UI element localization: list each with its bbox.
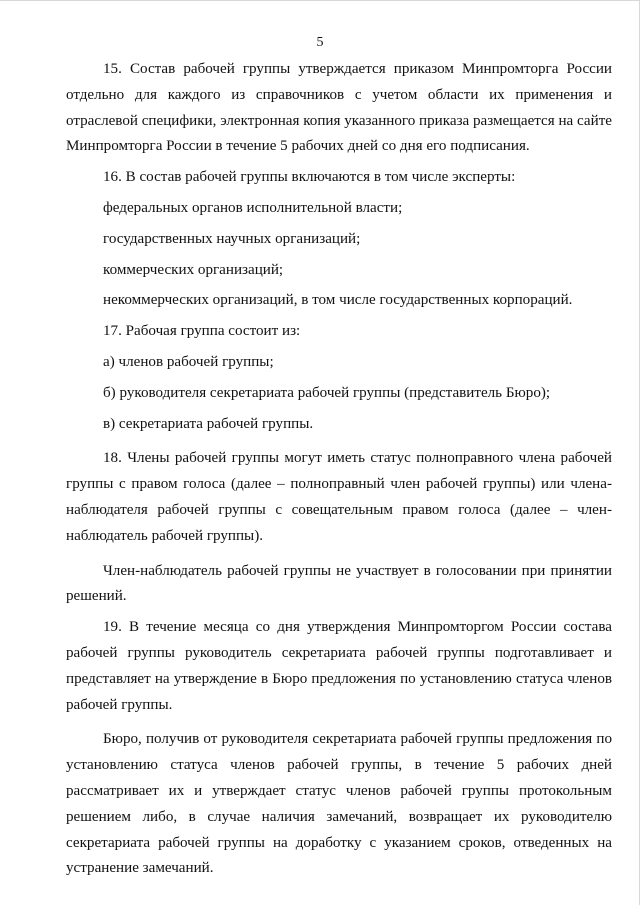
paragraph-bureau: Бюро, получив от руководителя секретариата рабочей группы предложения по установлению статуса членов рабочей группы, в течение 5 рабочих дней рассматривает их и утверждает статус членов рабочей группы протокольным решением либо, в случае наличия замечаний, возвращает их руководителю секретариата рабочей группы на доработку с указанием сроков, отведенных на устранение замечаний. <box>66 731 612 877</box>
document-body <box>66 57 612 882</box>
paragraph-19: 19. В течение месяца со дня утверждения Минпромторгом России состава рабочей группы руководитель секретариата рабочей группы подготавливает и представляет на утверждение в Бюро предложения по установлению статуса членов рабочей группы. <box>66 619 612 713</box>
paragraph-17: 17. Рабочая группа состоит из: <box>103 323 301 340</box>
paragraph-15: 15. Состав рабочей группы утверждается приказом Минпромторга России отдельно для каждого из справочников с учетом области их применения и отраслевой специфики, электронная копия указанного приказа размещается на сайте Минпромторга России в течение 5 рабочих дней со дня его подписания. <box>66 61 612 155</box>
paragraph-observer: Член-наблюдатель рабочей группы не участвует в голосовании при принятии решений. <box>66 562 612 605</box>
list-item-noncommercial-orgs: некоммерческих организаций, в том числе государственных корпораций. <box>103 292 573 309</box>
list-item-commercial-orgs: коммерческих организаций; <box>103 261 284 278</box>
paragraph-16: 16. В состав рабочей группы включаются в том числе эксперты: <box>103 169 516 186</box>
list-item-b: б) руководителя секретариата рабочей группы (представитель Бюро); <box>103 384 551 401</box>
list-item-federal-bodies: федеральных органов исполнительной власти; <box>103 199 403 216</box>
list-item-a: а) членов рабочей группы; <box>103 353 274 370</box>
paragraph-18: 18. Члены рабочей группы могут иметь статус полноправного члена рабочей группы с правом голоса (далее – полноправный член рабочей группы) или члена-наблюдателя рабочей группы с совещательным правом голоса (далее – член-наблюдатель рабочей группы). <box>66 450 612 544</box>
list-item-c: в) секретариата рабочей группы. <box>103 415 314 432</box>
page-number: 5 <box>316 35 324 50</box>
list-item-state-science-orgs: государственных научных организаций; <box>103 230 361 247</box>
